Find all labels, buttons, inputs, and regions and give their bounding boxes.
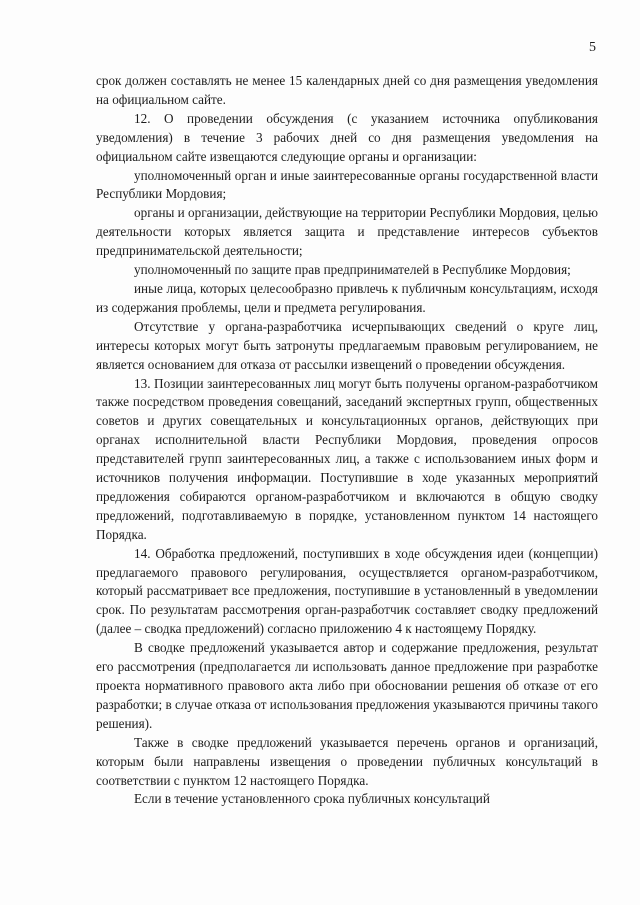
paragraph-recipient-other-persons: иные лица, которых целесообразно привлечь к публичным консультациям, исходя из содержания проблемы, цели и предмета регулирования. [96, 280, 598, 315]
document-body [96, 72, 598, 809]
page-number: 5 [589, 40, 596, 55]
paragraph-summary-content: В сводке предложений указывается автор и содержание предложения, результат его рассмотрения (предполагается ли использовать данное предложение при разработке проекта нормативного правового акта либо при обосновании решения об отказе от его разработки; в случае отказа от использования предложения указываются причины такого решения). [96, 640, 598, 731]
paragraph-recipient-ombudsman: уполномоченный по защите прав предпринимателей в Республике Мордовия; [134, 262, 571, 278]
paragraph-if-within-term: Если в течение установленного срока публичных консультаций [134, 791, 490, 807]
paragraph-continuation: срок должен составлять не менее 15 календарных дней со дня размещения уведомления на официальном сайте. [96, 73, 598, 107]
paragraph-summary-recipients: Также в сводке предложений указывается перечень органов и организаций, которым были направлены извещения о проведении публичных консультаций в соответствии с пунктом 12 настоящего Порядка. [96, 734, 598, 788]
paragraph-absence-of-info: Отсутствие у органа-разработчика исчерпывающих сведений о круге лиц, интересы которых могут быть затронуты предлагаемым правовым регулированием, не является основанием для отказа от рассылки извещений о проведении обсуждения. [96, 318, 598, 372]
paragraph-item-14: 14. Обработка предложений, поступивших в ходе обсуждения идеи (концепции) предлагаемого правового регулирования, осуществляется органом-разработчиком, который рассматривает все предложения, поступившие в установленный в уведомлении срок. По результатам рассмотрения орган-разработчик составляет сводку предложений (далее – сводка предложений) согласно приложению 4 к настоящему Порядку. [96, 545, 598, 637]
paragraph-recipient-organizations: органы и организации, действующие на территории Республики Мордовия, целью деятельности которых является защита и представление интересов субъектов предпринимательской деятельности; [96, 205, 598, 259]
paragraph-item-13: 13. Позиции заинтересованных лиц могут быть получены органом-разработчиком также посредством проведения совещаний, заседаний экспертных групп, общественных советов и других совещательных и консультационных органов, действующих при органах исполнительной власти Республики Мордовия, проведения опросов представителей групп заинтересованных лиц, а также с использованием иных форм и источников получения информации. Поступившие в ходе указанных мероприятий предложения собираются органом-разработчиком и включаются в общую сводку предложений, подготавливаемую в порядке, установленном пунктом 14 настоящего Порядка. [96, 375, 598, 542]
paragraph-recipient-authorized-body: уполномоченный орган и иные заинтересованные органы государственной власти Республики Мордовия; [96, 167, 598, 202]
paragraph-item-12: 12. О проведении обсуждения (с указанием источника опубликования уведомления) в течение 3 рабочих дней со дня размещения уведомления на официальном сайте извещаются следующие органы и организации: [96, 110, 598, 164]
